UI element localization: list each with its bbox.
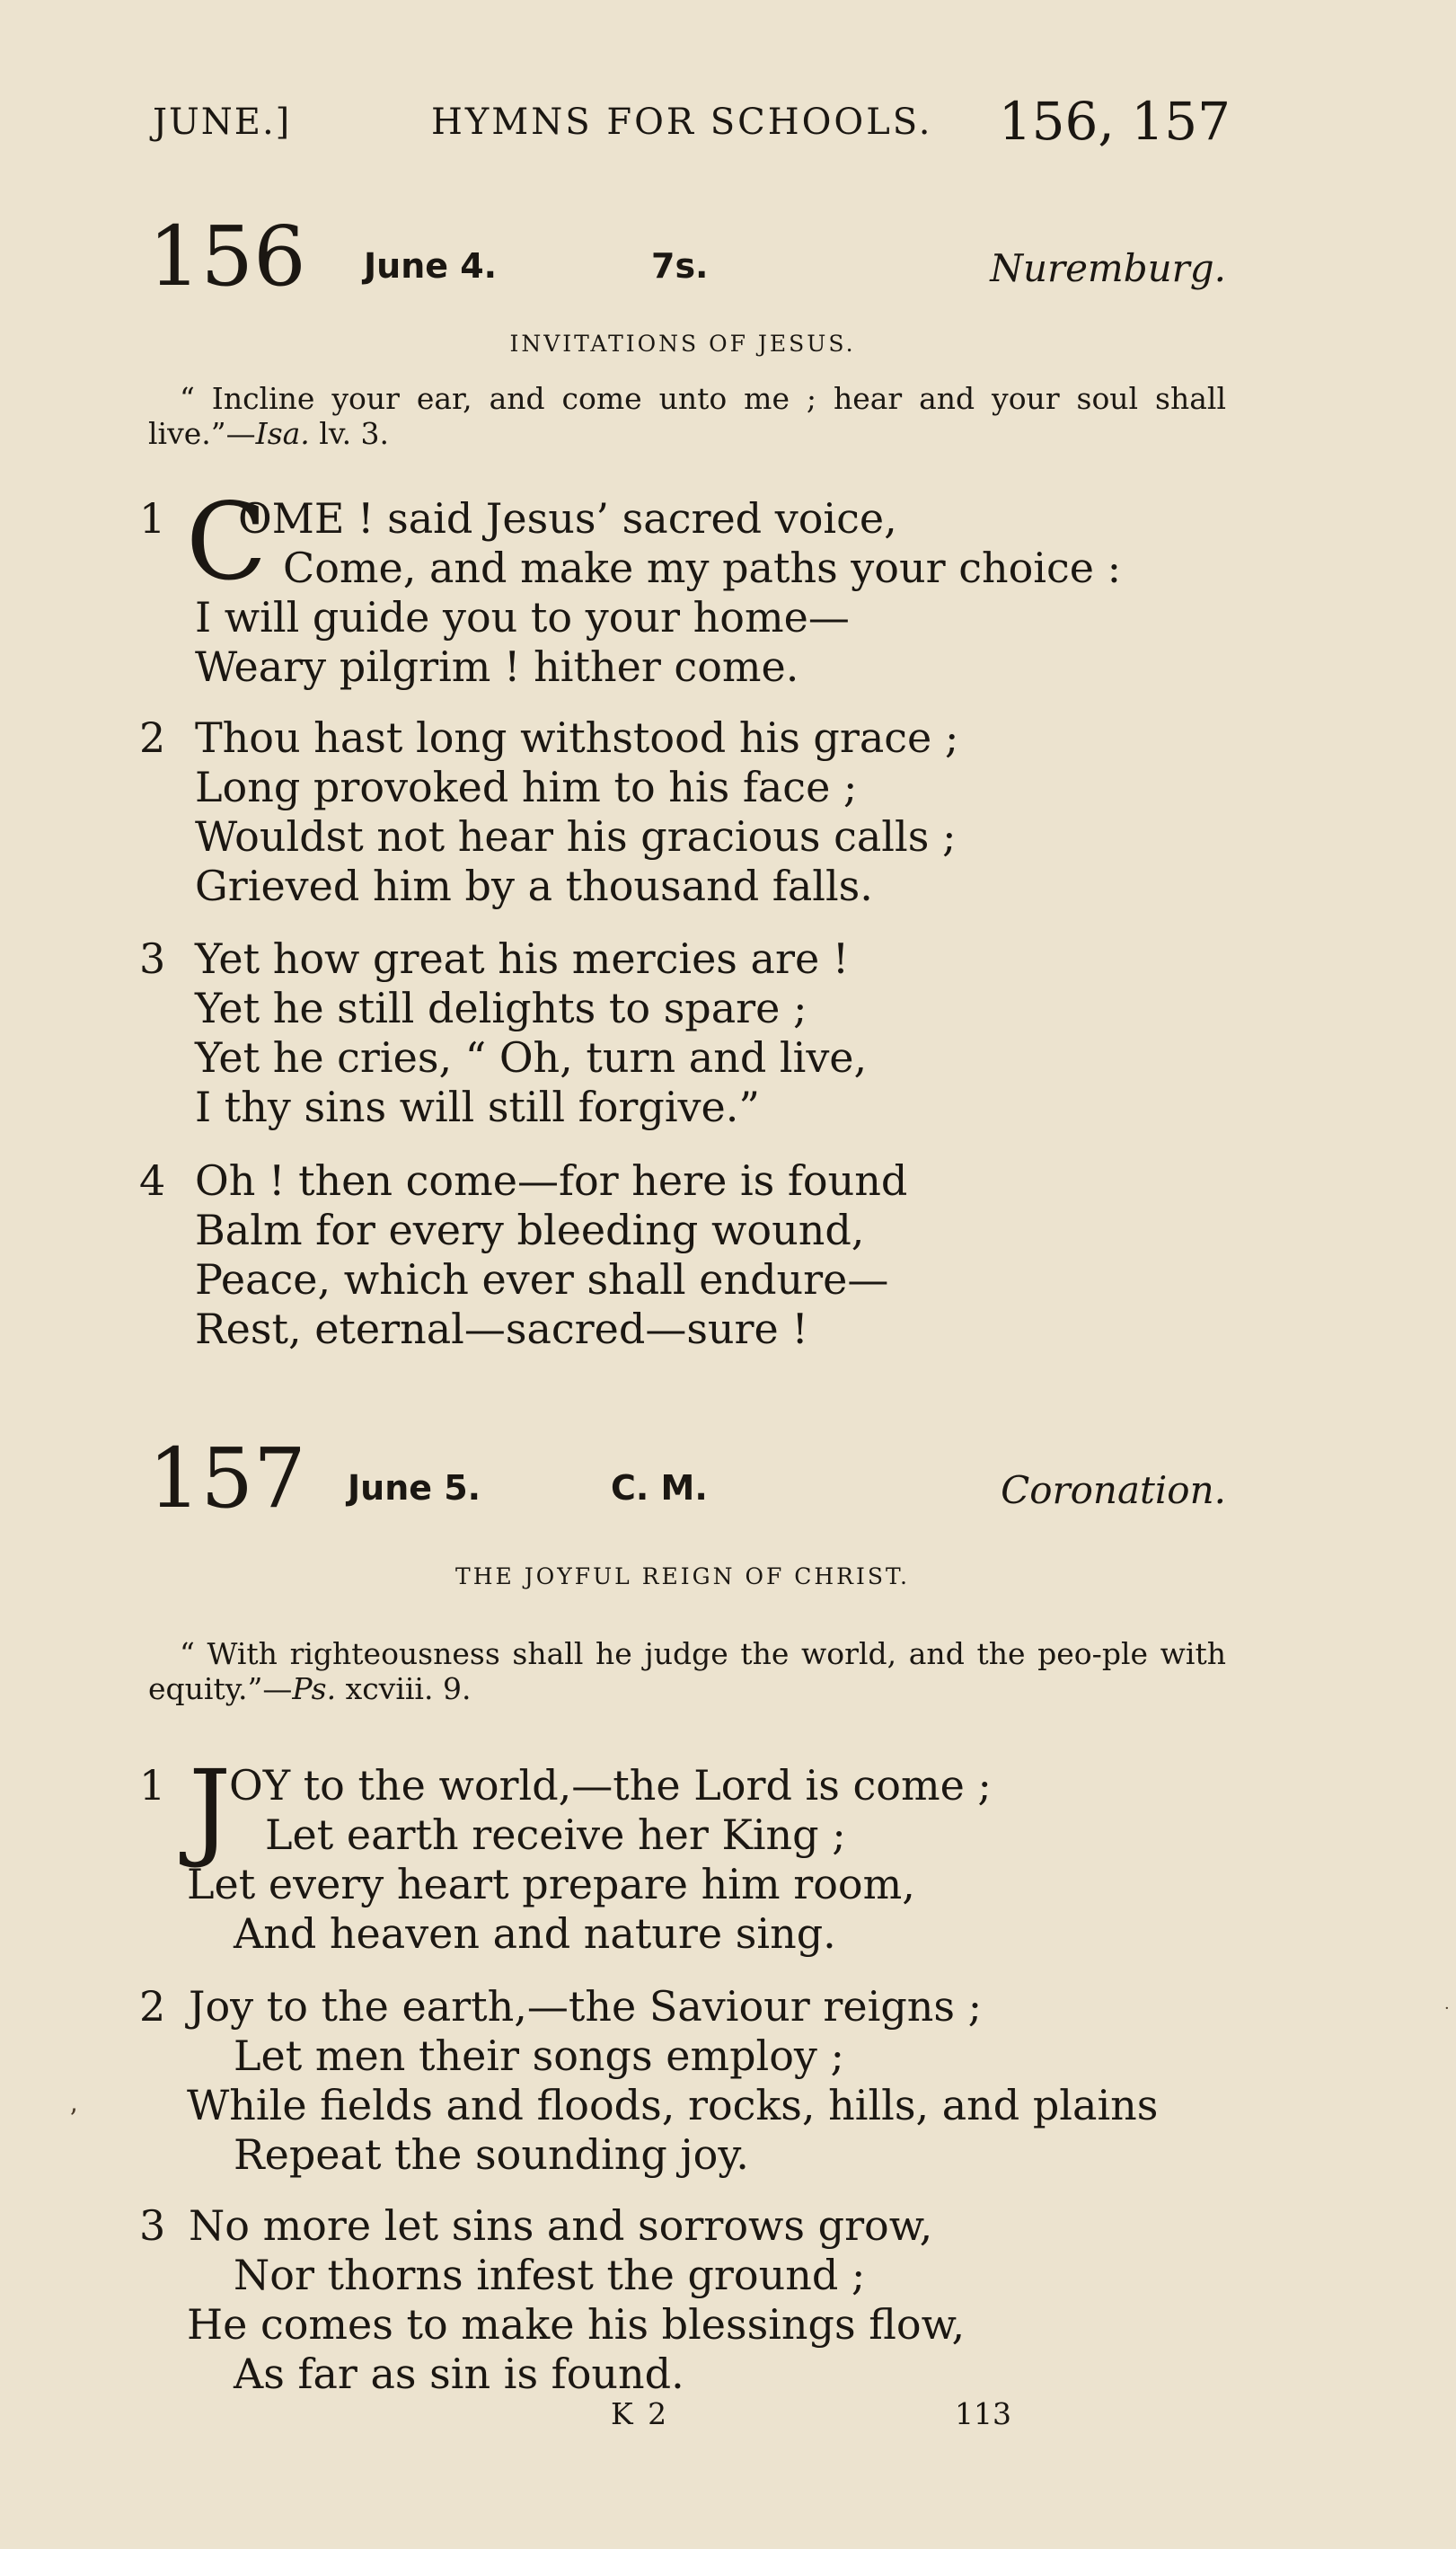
epigraph-text: “ With righteousness shall he judge the world, and the peo-ple with equity.”— bbox=[148, 1636, 1226, 1706]
verse-line: Let every heart prepare him room, bbox=[187, 1860, 915, 1908]
verse-line: Balm for every bleeding wound, bbox=[195, 1206, 865, 1254]
hymn-156-stanza-4 bbox=[139, 1156, 1262, 1354]
verse-line bbox=[139, 1982, 1262, 2031]
verse-text: Oh ! then come—for here is found bbox=[195, 1156, 908, 1205]
verse-line: Grieved him by a thousand falls. bbox=[195, 862, 873, 910]
stanza-number: 3 bbox=[139, 2201, 166, 2250]
signature-mark: K 2 bbox=[611, 2396, 670, 2431]
verse-line: Come, and make my paths your choice : bbox=[283, 544, 1122, 592]
hymn-156-stanza-1 bbox=[139, 480, 1262, 692]
hymn-157-heading bbox=[148, 1430, 1226, 1527]
verse-text: OME ! said Jesus’ sacred voice, bbox=[238, 494, 897, 543]
verse-line: Let men their songs employ ; bbox=[234, 2031, 845, 2080]
stanza-number: 3 bbox=[139, 934, 166, 983]
verse-line: I will guide you to your home— bbox=[195, 593, 850, 642]
hymn-156-stanza-2 bbox=[139, 713, 1262, 911]
verse-line: Repeat the sounding joy. bbox=[234, 2130, 749, 2179]
epigraph-book: Isa. bbox=[255, 415, 310, 451]
hymn-156-stanza-3 bbox=[139, 934, 1262, 1132]
stanza-number: 1 bbox=[139, 1761, 166, 1810]
verse-line bbox=[139, 1156, 1262, 1206]
hymn-number: 157 bbox=[148, 1430, 306, 1527]
running-head-hymn-numbers: 156, 157 bbox=[998, 91, 1231, 152]
hymn-157-stanza-3 bbox=[139, 2201, 1262, 2399]
verse-line: He comes to make his blessings flow, bbox=[187, 2300, 966, 2349]
stray-ink-mark: ʼ bbox=[68, 2104, 77, 2136]
page-footer bbox=[0, 2396, 1456, 2441]
hymn-156-epigraph bbox=[148, 382, 1226, 452]
running-head-title: HYMNS FOR SCHOOLS. bbox=[431, 102, 933, 143]
hymn-157-title: THE JOYFUL REIGN OF CHRIST. bbox=[455, 1563, 910, 1589]
running-head-month: JUNE.] bbox=[153, 102, 292, 143]
verse-line: As far as sin is found. bbox=[234, 2350, 684, 2398]
epigraph-verse: lv. 3. bbox=[309, 415, 390, 451]
stray-ink-mark: · bbox=[1444, 1999, 1450, 2018]
stanza-number: 4 bbox=[139, 1156, 166, 1205]
drop-cap: J bbox=[189, 1747, 232, 1871]
hymn-156-title: INVITATIONS OF JESUS. bbox=[509, 331, 856, 357]
verse-line: While fields and floods, rocks, hills, and plains bbox=[187, 2081, 1159, 2129]
verse-line: Rest, eternal—sacred—sure ! bbox=[195, 1305, 808, 1353]
epigraph-verse: xcviii. 9. bbox=[336, 1670, 472, 1706]
epigraph-book: Ps. bbox=[292, 1670, 337, 1706]
verse-line: Let earth receive her King ; bbox=[265, 1810, 846, 1859]
hymn-157-stanza-1 bbox=[139, 1747, 1262, 1959]
verse-line: Wouldst not hear his gracious calls ; bbox=[195, 812, 957, 861]
hymn-number: 156 bbox=[148, 208, 306, 305]
verse-line: Peace, which ever shall endure— bbox=[195, 1255, 889, 1304]
verse-line bbox=[139, 713, 1262, 763]
hymn-tune: Coronation. bbox=[1001, 1468, 1226, 1512]
running-head bbox=[153, 91, 1231, 157]
verse-line: And heaven and nature sing. bbox=[234, 1909, 836, 1958]
drop-cap: C bbox=[186, 480, 268, 604]
verse-text: OY to the world,—the Lord is come ; bbox=[229, 1761, 992, 1810]
verse-line: Yet he still delights to spare ; bbox=[195, 984, 807, 1032]
stanza-number: 2 bbox=[139, 713, 166, 762]
stanza-number: 2 bbox=[139, 1982, 166, 2031]
verse-line bbox=[139, 494, 1262, 544]
verse-line bbox=[139, 1761, 1262, 1810]
verse-text: Thou hast long withstood his grace ; bbox=[195, 713, 959, 762]
verse-text: No more let sins and sorrows grow, bbox=[189, 2201, 933, 2250]
verse-line: I thy sins will still forgive.” bbox=[195, 1083, 760, 1131]
verse-line: Weary pilgrim ! hither come. bbox=[195, 642, 799, 691]
hymn-date: June 5. bbox=[348, 1468, 481, 1508]
verse-line bbox=[139, 934, 1262, 984]
epigraph-text: “ Incline your ear, and come unto me ; hear and your soul shall live.”— bbox=[148, 381, 1226, 451]
stanza-number: 1 bbox=[139, 494, 166, 543]
hymn-meter: 7s. bbox=[651, 246, 709, 286]
verse-line: Long provoked him to his face ; bbox=[195, 763, 858, 811]
verse-text: Joy to the earth,—the Saviour reigns ; bbox=[189, 1982, 983, 2031]
verse-line: Nor thorns infest the ground ; bbox=[234, 2251, 866, 2299]
hymn-157-stanza-2 bbox=[139, 1982, 1262, 2180]
verse-text: Yet how great his mercies are ! bbox=[195, 934, 850, 983]
hymn-156-heading bbox=[148, 208, 1226, 305]
page-number: 113 bbox=[955, 2396, 1011, 2431]
verse-line bbox=[139, 2201, 1262, 2251]
hymn-meter: C. M. bbox=[611, 1468, 708, 1508]
hymn-tune: Nuremburg. bbox=[990, 246, 1226, 290]
verse-line: Yet he cries, “ Oh, turn and live, bbox=[195, 1033, 868, 1082]
hymn-157-epigraph bbox=[148, 1637, 1226, 1707]
hymn-date: June 4. bbox=[364, 246, 498, 286]
